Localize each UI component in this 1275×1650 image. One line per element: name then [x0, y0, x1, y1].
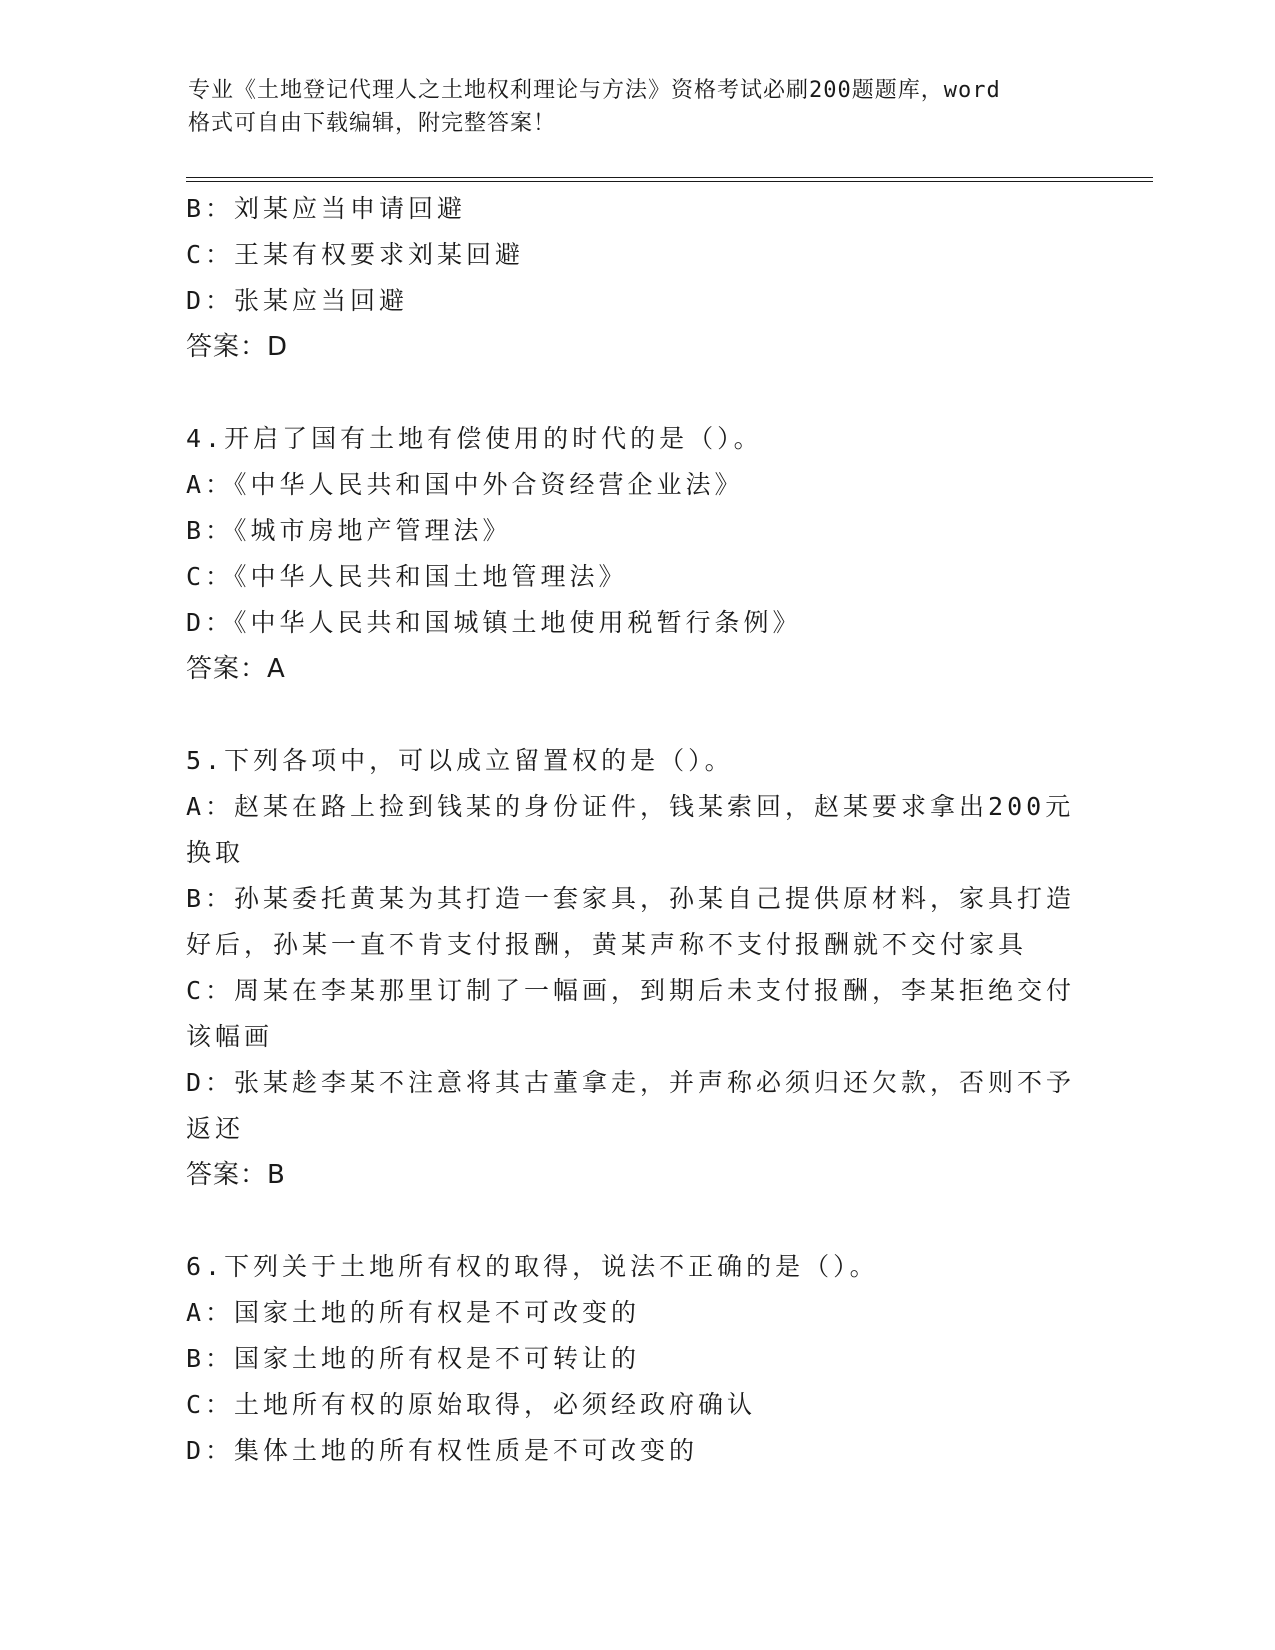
option-a: A：赵某在路上捡到钱某的身份证件，钱某索回，赵某要求拿出200元 [186, 792, 1075, 821]
question-text: 5.下列各项中，可以成立留置权的是（）。 [186, 746, 734, 775]
option-d: D：集体土地的所有权性质是不可改变的 [186, 1436, 699, 1465]
option-c-cont: 该幅画 [186, 1022, 274, 1051]
option-c: C：《中华人民共和国土地管理法》 [186, 562, 628, 591]
question-block-3 [186, 186, 1086, 370]
spacer [186, 1198, 1086, 1244]
answer-line: 答案：D [186, 332, 289, 362]
spacer [186, 692, 1086, 738]
header-title-line-2: 格式可自由下载编辑，附完整答案！ [188, 111, 557, 136]
option-d: D：张某应当回避 [186, 286, 409, 315]
spacer [186, 370, 1086, 416]
option-c: C：王某有权要求刘某回避 [186, 240, 525, 269]
answer-line: 答案：A [186, 654, 286, 684]
question-block-5 [186, 738, 1086, 1198]
answer-line: 答案：B [186, 1160, 286, 1190]
question-list [186, 186, 1086, 1474]
question-block-6 [186, 1244, 1086, 1474]
option-a-cont: 换取 [186, 838, 245, 867]
header-title-line-1: 专业《土地登记代理人之土地权利理论与方法》资格考试必刷200题题库，word [188, 78, 1001, 103]
question-text: 4.开启了国有土地有偿使用的时代的是（）。 [186, 424, 763, 453]
header-rule-bottom [186, 181, 1153, 182]
option-b: B：国家土地的所有权是不可转让的 [186, 1344, 641, 1373]
option-d-cont: 返还 [186, 1114, 245, 1143]
option-c: C：周某在李某那里订制了一幅画，到期后未支付报酬，李某拒绝交付 [186, 976, 1076, 1005]
header-rule-top [186, 177, 1153, 178]
option-b: B：孙某委托黄某为其打造一套家具，孙某自己提供原材料，家具打造 [186, 884, 1076, 913]
option-d: D：《中华人民共和国城镇土地使用税暂行条例》 [186, 608, 802, 637]
question-block-4 [186, 416, 1086, 692]
option-b: B：《城市房地产管理法》 [186, 516, 512, 545]
question-text: 6.下列关于土地所有权的取得，说法不正确的是（）。 [186, 1252, 879, 1281]
option-b-cont: 好后，孙某一直不肯支付报酬，黄某声称不支付报酬就不交付家具 [186, 930, 1028, 959]
option-a: A：《中华人民共和国中外合资经营企业法》 [186, 470, 744, 499]
option-b: B：刘某应当申请回避 [186, 194, 467, 223]
option-d: D：张某趁李某不注意将其古董拿走，并声称必须归还欠款，否则不予 [186, 1068, 1076, 1097]
document-header [188, 74, 1088, 140]
option-c: C：土地所有权的原始取得，必须经政府确认 [186, 1390, 757, 1419]
option-a: A：国家土地的所有权是不可改变的 [186, 1298, 641, 1327]
